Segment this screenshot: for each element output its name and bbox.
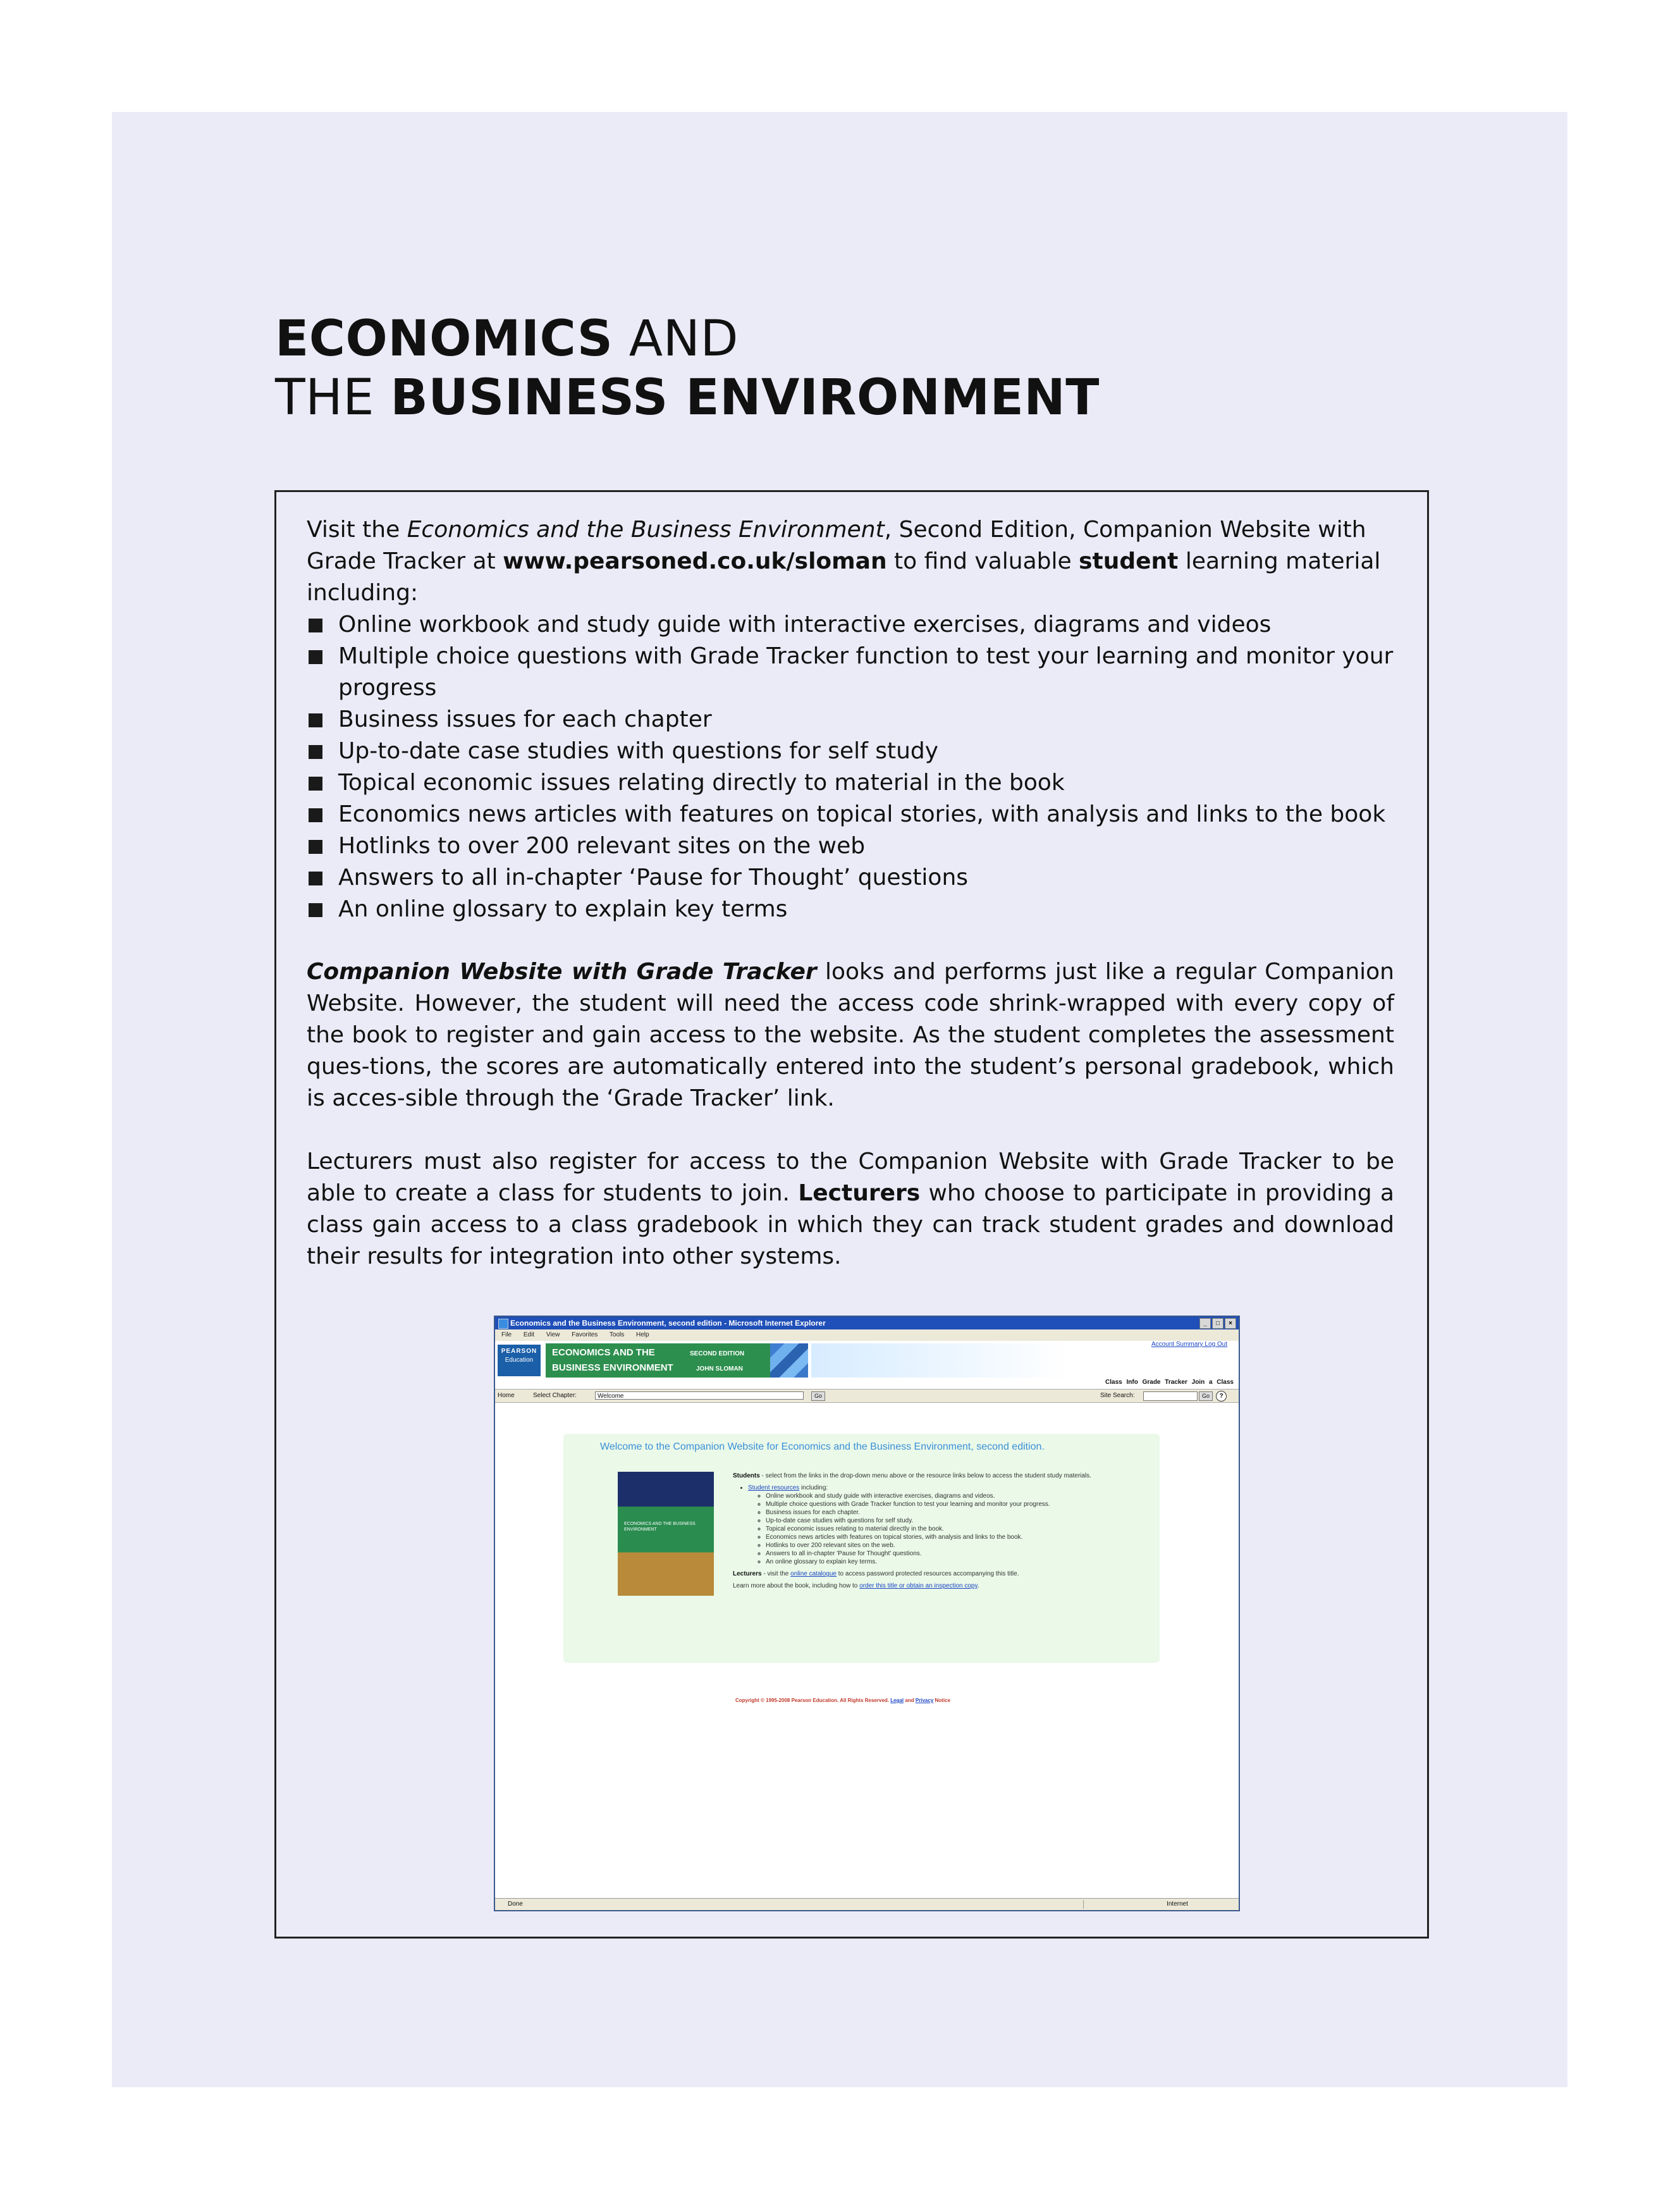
intro-url[interactable]: www.pearsoned.co.uk/sloman (503, 548, 887, 574)
list-item: ◦ Business issues for each chapter. (766, 1508, 1137, 1517)
welcome-title: Welcome to the Companion Website for Economics and the Business Environment, second edition. (600, 1441, 1045, 1452)
intro-paragraph (307, 514, 1394, 609)
students-text: - select from the links in the drop-down menu above or the resource links below to access the student study materials. (759, 1472, 1091, 1479)
list-item: ◦ Topical economic issues relating to material directly in the book. (766, 1525, 1137, 1533)
paragraph-grade-tracker (307, 956, 1394, 1114)
paragraph-lecturers (307, 1146, 1394, 1273)
para2-text-2: who choose to participate in providing a class gain access to a class gradebook in which they can track student grades and download their results for integration into other systems. (307, 1180, 1394, 1269)
header-tabs[interactable]: Class Info Grade Tracker Join a Class (1105, 1379, 1234, 1386)
privacy-link[interactable]: Privacy (915, 1698, 934, 1703)
title-bold-1: ECONOMICS (275, 311, 613, 367)
chapter-select[interactable]: Welcome (595, 1391, 804, 1400)
website-screenshot (494, 1316, 1240, 1911)
list-item: ◦ Multiple choice questions with Grade Tracker function to test your learning and monitor your progress. (766, 1500, 1137, 1508)
list-item: ◦ Online workbook and study guide with interactive exercises, diagrams and videos. (766, 1492, 1137, 1500)
lecturers-lead: Lecturers (733, 1570, 762, 1577)
intro-text-1: Visit the (307, 517, 407, 543)
learn-end: . (977, 1582, 979, 1589)
list-item: Up-to-date case studies with questions for self study (307, 736, 1394, 767)
intro-text-4: learning material including: (307, 548, 1381, 606)
pearson-logo[interactable] (498, 1345, 541, 1376)
chapter-nav (495, 1389, 1239, 1403)
education-text: Education (505, 1357, 534, 1364)
resources-text: including: (799, 1484, 828, 1491)
list-item: Online workbook and study guide with interactive exercises, diagrams and videos (307, 609, 1394, 641)
list-item: An online glossary to explain key terms (307, 894, 1394, 925)
learn-text: Learn more about the book, including how to (733, 1582, 860, 1589)
banner-graphic (770, 1343, 808, 1378)
list-item: Answers to all in-chapter ‘Pause for Thought’ questions (307, 862, 1394, 894)
close-icon[interactable]: × (1225, 1318, 1236, 1329)
list-item: Multiple choice questions with Grade Tracker function to test your learning and monitor your progress (307, 641, 1394, 704)
status-done: Done (508, 1901, 523, 1908)
status-internet: Internet (1167, 1901, 1188, 1908)
list-item: Hotlinks to over 200 relevant sites on the web (307, 830, 1394, 862)
title-bold-2: BUSINESS ENVIRONMENT (390, 369, 1100, 426)
window-title: Economics and the Business Environment, second edition - Microsoft Internet Explorer (510, 1319, 826, 1328)
author-label: JOHN SLOMAN (696, 1366, 743, 1372)
maximize-icon[interactable]: □ (1212, 1318, 1223, 1329)
order-link[interactable]: order this title or obtain an inspection copy (859, 1582, 978, 1589)
catalogue-link[interactable]: online catalogue (790, 1570, 837, 1577)
site-search-input[interactable] (1143, 1391, 1198, 1401)
para2-text-1: Lecturers must also register for access to the Companion Website with Grade Tracker to be able to create a class for students to join. (307, 1149, 1394, 1206)
list-item: ◦ Hotlinks to over 200 relevant sites on the web. (766, 1541, 1137, 1550)
cover-title: ECONOMICS AND THE BUSINESS ENVIRONMENT (624, 1522, 696, 1532)
intro-book-title: Economics and the Business Environment (407, 517, 885, 543)
site-search-label: Site Search: (1100, 1392, 1135, 1399)
legal-link[interactable]: Legal (890, 1698, 904, 1703)
intro-text-3: to find valuable (886, 548, 1079, 574)
banner-line-1: ECONOMICS AND THE (552, 1347, 655, 1358)
notice-text: Notice (933, 1698, 950, 1703)
browser-titlebar (495, 1317, 1239, 1329)
list-item: Business issues for each chapter (307, 704, 1394, 736)
search-go-button[interactable]: Go (1199, 1391, 1213, 1401)
intro-student: student (1079, 548, 1179, 574)
page-title (275, 310, 1100, 428)
para1-lead: Companion Website with Grade Tracker (307, 959, 817, 985)
copyright-line (735, 1698, 950, 1703)
ie-icon (498, 1319, 508, 1329)
intro-text-2: , Second Edition, Companion Website with Grade Tracker at (307, 517, 1366, 574)
minimize-icon[interactable]: _ (1199, 1318, 1211, 1329)
copyright-text: Copyright © 1995-2008 Pearson Education. All Rights Reserved. (735, 1698, 891, 1703)
student-resources-link[interactable]: Student resources (748, 1484, 800, 1491)
status-bar (495, 1898, 1239, 1910)
list-item: Topical economic issues relating directly to material in the book (307, 767, 1394, 799)
edition-label: SECOND EDITION (690, 1350, 745, 1357)
window-controls (1199, 1318, 1236, 1329)
list-item: Economics news articles with features on topical stories, with analysis and links to the book (307, 799, 1394, 830)
select-chapter-label: Select Chapter: (533, 1392, 577, 1399)
lecturers-text-1: - visit the (761, 1570, 791, 1577)
go-button[interactable]: Go (811, 1391, 825, 1401)
book-cover (618, 1472, 714, 1596)
lecturers-text-2: to access password protected resources accompanying this title. (837, 1570, 1019, 1577)
list-item: ◦ Economics news articles with features on topical stories, with analysis and links to the book. (766, 1533, 1137, 1541)
title-light-2: THE (275, 369, 391, 426)
menu-bar[interactable]: File Edit View Favorites Tools Help (495, 1329, 1239, 1341)
status-zone-divider (1083, 1900, 1160, 1909)
site-header (495, 1341, 1239, 1389)
account-links[interactable]: Account Summary Log Out (1151, 1341, 1227, 1348)
title-rest-1: AND (613, 311, 739, 367)
book-banner (546, 1343, 808, 1378)
para1-text: looks and performs just like a regular Companion Website. However, the student will need the access code shrink-wrapped with every copy of the book to register and gain access to the website. As the student completes the assessment ques-tions, the scores are automatically entered into the student’s personal gradebook, which is acces-sible through the ‘Grade Tracker’ link. (307, 959, 1394, 1111)
pearson-text: PEARSON (501, 1348, 537, 1355)
list-item: ◦ Up-to-date case studies with questions for self study. (766, 1517, 1137, 1525)
banner-line-2: BUSINESS ENVIRONMENT (552, 1362, 673, 1373)
welcome-panel (563, 1434, 1160, 1663)
help-icon[interactable]: ? (1216, 1391, 1227, 1402)
students-lead: Students (733, 1472, 760, 1479)
and-text: and (904, 1698, 916, 1703)
header-fade (811, 1343, 1240, 1378)
list-item: ◦ An online glossary to explain key terms. (766, 1558, 1137, 1566)
feature-list (307, 609, 1394, 925)
para2-bold: Lecturers (798, 1180, 921, 1206)
edition-block (690, 1347, 744, 1377)
list-item: ◦ Answers to all in-chapter 'Pause for Thought' questions. (766, 1550, 1137, 1558)
welcome-text (733, 1472, 1137, 1594)
home-button[interactable]: Home (498, 1392, 515, 1399)
